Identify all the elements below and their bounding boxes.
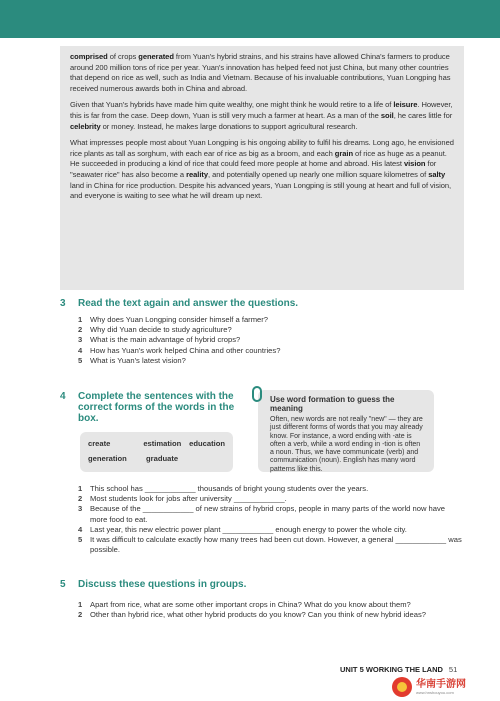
item-text: Because of the ____________ of new strains of hybrid crops, people in many parts of the world now have more food to eat. bbox=[90, 504, 446, 524]
unit-label: UNIT 5 WORKING THE LAND bbox=[340, 665, 443, 674]
item-text: What is the main advantage of hybrid crops? bbox=[90, 335, 241, 345]
word-generation: generation bbox=[88, 454, 127, 463]
keyword: reality bbox=[186, 169, 208, 179]
word-create: create bbox=[88, 439, 111, 448]
page-footer bbox=[340, 665, 457, 674]
list-item bbox=[60, 356, 464, 366]
item-text: It was difficult to calculate exactly how many trees had been cut down. However, a general ____________ was possible. bbox=[90, 535, 462, 555]
item-text: Apart from rice, what are some other important crops in China? What do you know about them? bbox=[90, 600, 411, 609]
task-4-items bbox=[60, 484, 464, 555]
item-number: 1 bbox=[78, 484, 83, 493]
keyword: salty bbox=[428, 169, 446, 179]
watermark bbox=[392, 676, 498, 698]
list-item bbox=[60, 525, 464, 535]
item-number: 5 bbox=[78, 535, 83, 545]
keyword: generated bbox=[138, 52, 174, 61]
keyword: soil bbox=[380, 110, 394, 120]
list-item bbox=[60, 494, 464, 504]
watermark-name: 华南手游网 bbox=[416, 679, 466, 690]
list-item bbox=[60, 610, 464, 620]
keyword: celebrity bbox=[70, 121, 101, 131]
item-number: 1 bbox=[78, 600, 83, 609]
task-5-title: Discuss these questions in groups. bbox=[78, 579, 247, 590]
task-5 bbox=[60, 579, 464, 620]
item-number: 3 bbox=[78, 504, 83, 514]
list-item bbox=[60, 484, 464, 494]
item-text: Why does Yuan Longping consider himself a farmer? bbox=[90, 315, 268, 324]
task-4-number: 4 bbox=[60, 391, 66, 402]
task-4-sentences bbox=[60, 484, 464, 555]
reading-paragraph-1: comprised of crops generated from Yuan's hybrid strains, and his strains have allowed China's farmers to produce around 200 million tons of rice per year. Yuan's innovation has helped feed not just China, but many other countries that depend on rice as well, such as India and Vietnam. Because of his invaluable contributions, Yuan Longping has received numerous awards both in China and abroad. bbox=[70, 52, 451, 93]
task-5-number: 5 bbox=[60, 579, 66, 590]
item-number: 4 bbox=[78, 524, 83, 534]
item-number: 2 bbox=[78, 494, 83, 504]
tip-box bbox=[258, 390, 434, 472]
task-4-title: Complete the sentences with the correct forms of the words in the box. bbox=[78, 391, 235, 424]
keyword: leisure bbox=[393, 100, 418, 110]
list-item bbox=[60, 335, 464, 345]
task-3-title: Read the text again and answer the questions. bbox=[78, 298, 299, 309]
item-text: This school has ____________ thousands of bright young students over the years. bbox=[90, 484, 369, 493]
list-item bbox=[60, 535, 464, 555]
paperclip-icon bbox=[252, 386, 262, 402]
keyword: vision bbox=[403, 159, 426, 169]
item-text: Last year, this new electric power plant ____________ enough energy to power the whole city. bbox=[90, 524, 407, 534]
item-text: How has Yuan's work helped China and other countries? bbox=[90, 345, 281, 355]
word-graduate: graduate bbox=[146, 454, 179, 463]
item-text: What is Yuan's latest vision? bbox=[90, 355, 186, 365]
task-3-questions bbox=[60, 315, 464, 366]
watermark-url: www.hnshouyou.com bbox=[416, 690, 454, 695]
item-text: Why did Yuan decide to study agriculture? bbox=[90, 325, 232, 335]
task-3-number: 3 bbox=[60, 298, 66, 309]
item-number: 1 bbox=[78, 315, 83, 324]
list-item bbox=[60, 504, 464, 524]
list-item bbox=[60, 600, 464, 610]
item-number: 3 bbox=[78, 335, 83, 345]
word-education: education bbox=[189, 439, 225, 448]
task-4 bbox=[60, 391, 240, 424]
item-text: Most students look for jobs after university ____________. bbox=[90, 494, 287, 504]
item-number: 2 bbox=[78, 325, 83, 335]
list-item bbox=[60, 325, 464, 335]
list-item bbox=[60, 315, 464, 325]
page-number: 51 bbox=[448, 665, 458, 674]
item-number: 5 bbox=[78, 355, 83, 365]
watermark-logo-icon bbox=[392, 677, 412, 697]
word-box bbox=[80, 432, 233, 472]
item-text: Other than hybrid rice, what other hybrid products do you know? Can you think of new hybrid ideas? bbox=[90, 610, 427, 620]
reading-paragraph-2: Given that Yuan's hybrids have made him quite wealthy, one might think he would retire to a life of leisure. However, this is far from the case. Deep down, Yuan is still very much a farmer at heart. As a man of the soil, he cares little for celebrity or money. Instead, he makes large donations to support agricultural research. bbox=[70, 100, 453, 131]
keyword: comprised bbox=[70, 52, 108, 61]
item-number: 2 bbox=[78, 610, 83, 620]
tip-title: Use word formation to guess the meaning bbox=[270, 395, 395, 413]
tip-text: Often, new words are not really "new" — they are just different forms of words that you may already know. For instance, a word ending with -ate is often a verb, while a word ending in -tion is often a noun. Thus, we have communicate (verb) and communication (noun). English has many word patterns like this. bbox=[270, 416, 423, 473]
keyword: grain bbox=[334, 148, 353, 158]
task-3 bbox=[60, 298, 464, 366]
word-estimation: estimation bbox=[143, 439, 182, 448]
reading-passage bbox=[60, 46, 464, 290]
header-bar bbox=[0, 0, 500, 38]
task-5-questions bbox=[60, 600, 464, 620]
reading-paragraph-3: What impresses people most about Yuan Longping is his ongoing ability to fulfil his dreams. Long ago, he envisioned rice plants as tall as sorghum, with each ear of rice as big as a broom, and each grain of rice as huge as a peanut. He succeeded in producing a kind of rice that could feed more people at home and abroad. His latest vision for "seawater rice" has also become a reality, and potentially opened up nearly one million square kilometres of salty land in China for rice production. Despite his advanced years, Yuan Longping is still young at heart and full of vision, and everyone is waiting to see what he will dream up next. bbox=[70, 138, 454, 201]
list-item bbox=[60, 346, 464, 356]
item-number: 4 bbox=[78, 345, 83, 355]
